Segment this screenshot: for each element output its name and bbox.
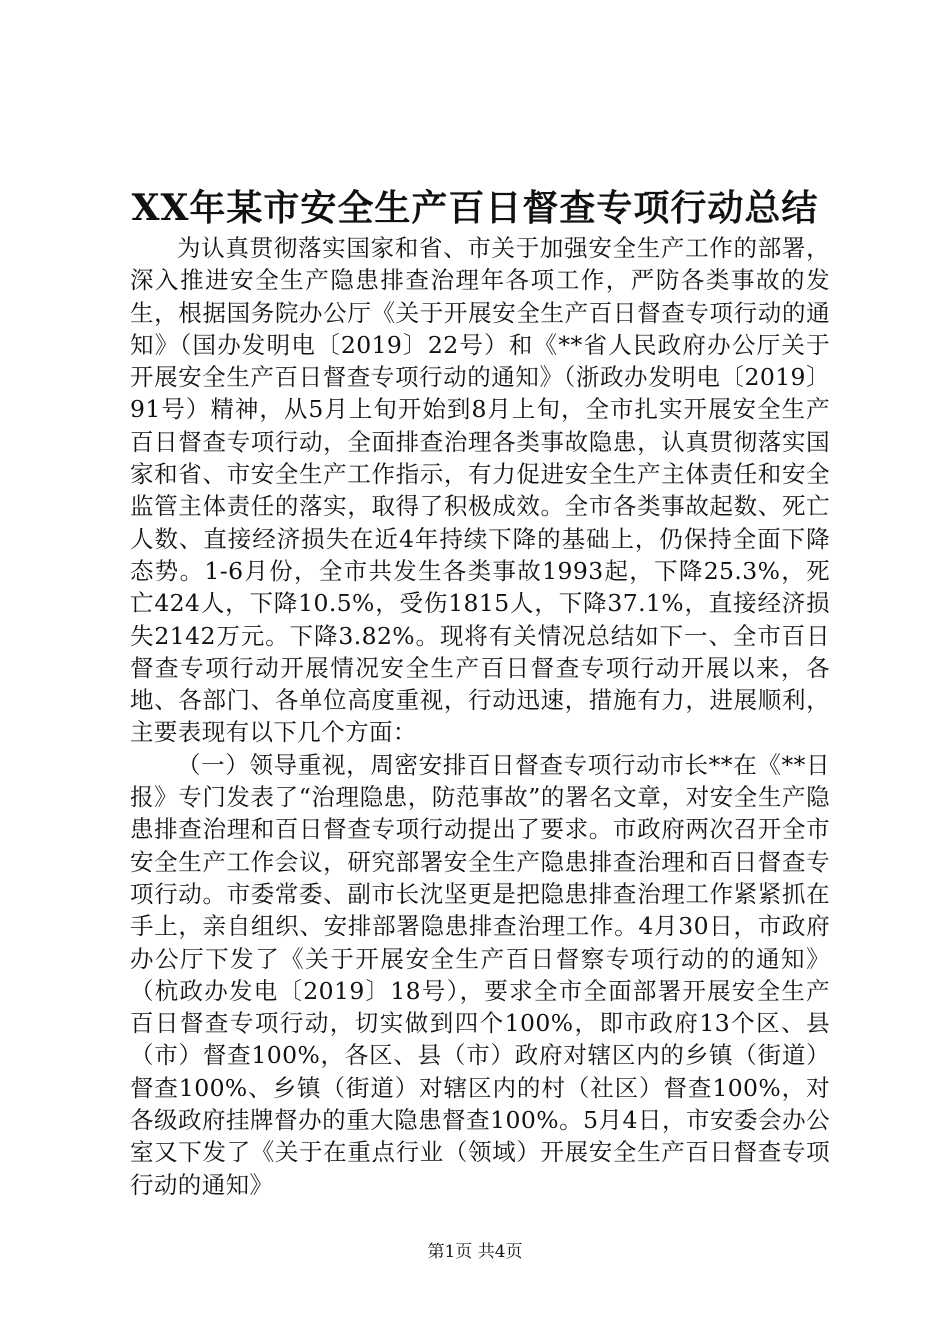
page-footer: 第1页 共4页 [427,1242,523,1262]
document-body [130,232,830,1201]
body-paragraph-1: 为认真贯彻落实国家和省、市关于加强安全生产工作的部署，深入推进安全生产隐患排查治理年各项工作，严防各类事故的发生，根据国务院办公厅《关于开展安全生产百日督查专项行动的通知》（国办发明电〔2019〕22号）和《**省人民政府办公厅关于开展安全生产百日督查专项行动的通知》（浙政办发明电〔2019〕91号）精神，从5月上旬开始到8月上旬，全市扎实开展安全生产百日督查专项行动，全面排查治理各类事故隐患，认真贯彻落实国家和省、市安全生产工作指示，有力促进安全生产主体责任和安全监管主体责任的落实，取得了积极成效。全市各类事故起数、死亡人数、直接经济损失在近4年持续下降的基础上，仍保持全面下降态势。1-6月份，全市共发生各类事故1993起，下降25.3%，死亡424人，下降10.5%，受伤1815人，下降37.1%，直接经济损失2142万元。下降3.82%。现将有关情况总结如下一、全市百日督查专项行动开展情况安全生产百日督查专项行动开展以来，各地、各部门、各单位高度重视，行动迅速，措施有力，进展顺利，主要表现有以下几个方面： [130,234,830,747]
body-paragraph-2: （一）领导重视，周密安排百日督查专项行动市长**在《**日报》专门发表了“治理隐患，防范事故”的署名文章，对安全生产隐患排查治理和百日督查专项行动提出了要求。市政府两次召开全市安全生产工作会议，研究部署安全生产隐患排查治理和百日督查专项行动。市委常委、副市长沈坚更是把隐患排查治理工作紧紧抓在手上，亲自组织、安排部署隐患排查治理工作。4月30日，市政府办公厅下发了《关于开展安全生产百日督察专项行动的的通知》（杭政办发电〔2019〕18号），要求全市全面部署开展安全生产百日督查专项行动，切实做到四个100%，即市政府13个区、县（市）督查100%，各区、县（市）政府对辖区内的乡镇（街道）督查100%、乡镇（街道）对辖区内的村（社区）督查100%，对各级政府挂牌督办的重大隐患督查100%。5月4日，市安委会办公室又下发了《关于在重点行业（领域）开展安全生产百日督查专项行动的通知》 [130,750,830,1199]
document-title: XX年某市安全生产百日督查专项行动总结 [131,187,819,229]
